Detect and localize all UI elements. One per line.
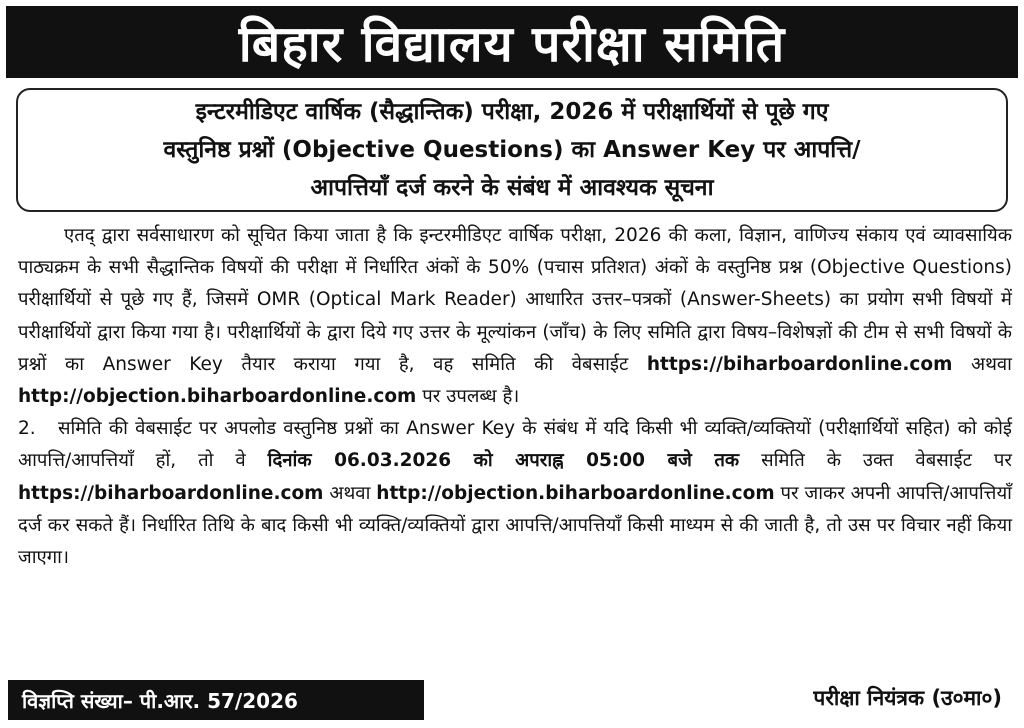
paragraph-2	[18, 413, 1012, 574]
paragraph-1	[18, 220, 1012, 413]
subject-line-1: इन्टरमीडिएट वार्षिक (सैद्धान्तिक) परीक्षा, 2026 में परीक्षार्थियों से पूछे गए	[195, 99, 829, 125]
paragraph-1-end: पर उपलब्ध है।	[422, 386, 520, 408]
objection-link[interactable]: http://objection.biharboardonline.com	[376, 482, 775, 504]
paragraph-2-connector: अथवा	[329, 482, 371, 504]
paragraph-2-text-b: समिति के उक्त वेबसाईट पर	[761, 450, 1013, 472]
notice-body	[18, 220, 1012, 574]
website-link[interactable]: https://biharboardonline.com	[18, 482, 324, 504]
subject-line-3: आपत्तियाँ दर्ज करने के संबंध में आवश्यक सूचना	[310, 175, 714, 201]
paragraph-2-end: पर जाकर अपनी आपत्ति/आपत्तियाँ दर्ज कर सकते हैं। निर्धारित तिथि के बाद किसी भी व्यक्ति/व्यक्तियों द्वारा आपत्ति/आपत्तियाँ किसी माध्यम से की जाती है, तो उस पर विचार नहीं किया जाएगा।	[18, 482, 1012, 569]
objection-link[interactable]: http://objection.biharboardonline.com	[18, 386, 417, 408]
paragraph-1-text: एतद् द्वारा सर्वसाधारण को सूचित किया जाता है कि इन्टरमीडिएट वार्षिक परीक्षा, 2026 की कला, विज्ञान, वाणिज्य संकाय एवं व्यावसायिक पाठ्यक्रम के सभी सैद्धान्तिक विषयों की परीक्षा में निर्धारित अंकों के 50% (पचास प्रतिशत) अंकों के वस्तुनिष्ठ प्रश्न (Objective Questions) परीक्षार्थियों से पूछे गए हैं, जिसमें OMR (Optical Mark Reader) आधारित उत्तर–पत्रकों (Answer-Sheets) का प्रयोग सभी विषयों में परीक्षार्थियों द्वारा किया गया है। परीक्षार्थियों के द्वारा दिये गए उत्तर के मूल्यांकन (जाँच) के लिए समिति द्वारा विषय–विशेषज्ञों की टीम से सभी विषयों के प्रश्नों का Answer Key तैयार कराया गया है, वह समिति की वेबसाईट	[18, 225, 1012, 375]
signatory: परीक्षा नियंत्रक (उ०मा०)	[813, 686, 1002, 710]
footer	[0, 674, 1024, 728]
paragraph-2-text: समिति की वेबसाईट पर अपलोड वस्तुनिष्ठ प्रश्नों का Answer Key के संबंध में यदि किसी भी व्यक्ति/व्यक्तियों (परीक्षार्थियों सहित) को कोई आपत्ति/आपत्तियाँ हों, तो वे	[18, 418, 1012, 472]
website-link[interactable]: https://biharboardonline.com	[646, 353, 953, 375]
paragraph-number: 2.	[18, 418, 36, 440]
subject-line-2: वस्तुनिष्ठ प्रश्नों (Objective Questions) का Answer Key पर आपत्ति/	[163, 137, 861, 163]
subject-box	[16, 88, 1008, 212]
paragraph-1-connector: अथवा	[970, 353, 1012, 375]
page-title: बिहार विद्यालय परीक्षा समिति	[6, 6, 1018, 78]
notice-number: विज्ञप्ति संख्या– पी.आर. 57/2026	[8, 680, 424, 720]
deadline-text: दिनांक 06.03.2026 को अपराह्न 05:00 बजे तक	[267, 450, 740, 472]
